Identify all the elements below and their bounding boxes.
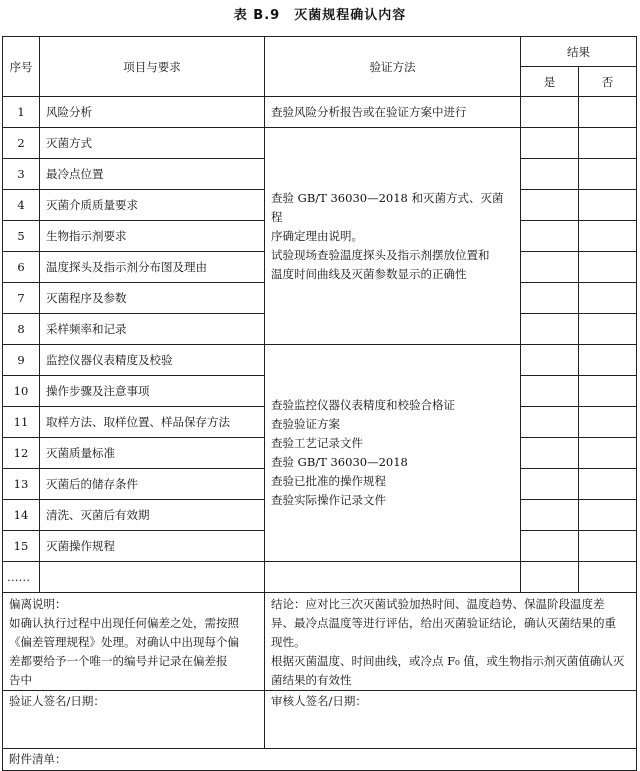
result-yes-cell: [521, 469, 579, 500]
header-result: 结果: [521, 37, 637, 67]
deviation-line: 差都要给予一个唯一的编号并记录在偏差报: [9, 654, 228, 668]
deviation-line: 偏离说明：: [9, 597, 67, 611]
header-no: 序号: [3, 37, 40, 97]
attachment-row: [3, 749, 637, 771]
header-no-result: 否: [579, 67, 637, 97]
conclusion-line: 根据灭菌温度、时间曲线，或冷点 F₀ 值，或生物指示剂灭菌值确认灭: [271, 654, 625, 668]
header-yes: 是: [521, 67, 579, 97]
row-item: 温度探头及指示剂分布图及理由: [40, 252, 265, 283]
deviation-line: 《偏差管理规程》处理。对确认中出现每个偏: [9, 635, 239, 649]
row-item: 灭菌操作规程: [40, 531, 265, 562]
method-empty-cell: [265, 562, 521, 593]
method-line: 查验验证方案: [271, 417, 340, 431]
result-yes-cell: [521, 252, 579, 283]
row-item: 操作步骤及注意事项: [40, 376, 265, 407]
result-no-cell: [579, 407, 637, 438]
result-no-cell: [579, 469, 637, 500]
result-no-cell: [579, 221, 637, 252]
reviewer-signature: 审核人签名/日期：: [265, 691, 637, 749]
table-row: [3, 345, 637, 376]
table-row: [3, 128, 637, 159]
conclusion-line: 结论：应对比三次灭菌试验加热时间、温度趋势、保温阶段温度差: [271, 597, 605, 611]
row-no: 11: [3, 407, 40, 438]
row-item: 灭菌介质质量要求: [40, 190, 265, 221]
conclusion-cell: [265, 593, 637, 691]
row-item: 采样频率和记录: [40, 314, 265, 345]
result-yes-cell: [521, 190, 579, 221]
row-item: 灭菌后的储存条件: [40, 469, 265, 500]
result-no-cell: [579, 314, 637, 345]
result-no-cell: [579, 97, 637, 128]
method-line: 查验监控仪器仪表精度和校验合格证: [271, 398, 455, 412]
result-no-cell: [579, 531, 637, 562]
result-yes-cell: [521, 407, 579, 438]
row-item: 清洗、灭菌后有效期: [40, 500, 265, 531]
result-no-cell: [579, 128, 637, 159]
row-no: 13: [3, 469, 40, 500]
table-title: 表 B.9 灭菌规程确认内容: [233, 8, 407, 23]
result-no-cell: [579, 283, 637, 314]
header-method: 验证方法: [265, 37, 521, 97]
method-risk: 查验风险分析报告或在验证方案中进行: [265, 97, 521, 128]
row-item: 监控仪器仪表精度及校验: [40, 345, 265, 376]
result-no-cell: [579, 376, 637, 407]
result-no-cell: [579, 345, 637, 376]
method-line: 查验工艺记录文件: [271, 436, 363, 450]
method-line: 查验 GB/T 36030—2018 和灭菌方式、灭菌程: [271, 190, 504, 224]
result-yes-cell: [521, 376, 579, 407]
row-no: 6: [3, 252, 40, 283]
result-yes-cell: [521, 345, 579, 376]
method-line: 查验 GB/T 36030—2018: [271, 455, 408, 469]
attachment-list: 附件清单：: [3, 749, 637, 771]
row-item: 灭菌质量标准: [40, 438, 265, 469]
method-line: 温度时间曲线及灭菌参数显示的正确性: [271, 266, 467, 281]
result-no-cell: [579, 562, 637, 593]
result-yes-cell: [521, 438, 579, 469]
deviation-line: 如确认执行过程中出现任何偏差之处，需按照: [9, 616, 239, 630]
row-no: 8: [3, 314, 40, 345]
result-no-cell: [579, 190, 637, 221]
row-item: 灭菌程序及参数: [40, 283, 265, 314]
row-item: 风险分析: [40, 97, 265, 128]
method-line: 查验实际操作记录文件: [271, 493, 386, 507]
row-no: 7: [3, 283, 40, 314]
result-yes-cell: [521, 562, 579, 593]
method-line: 试验现场查验温度探头及指示剂摆放位置和: [271, 247, 490, 262]
result-no-cell: [579, 159, 637, 190]
table-row: [3, 562, 637, 593]
verifier-signature: 验证人签名/日期：: [3, 691, 265, 749]
method-sterilization-group: [265, 128, 521, 345]
row-no: 9: [3, 345, 40, 376]
row-no: 3: [3, 159, 40, 190]
result-yes-cell: [521, 500, 579, 531]
row-item: 最冷点位置: [40, 159, 265, 190]
method-line: 序确定理由说明。: [271, 228, 363, 243]
row-no: 5: [3, 221, 40, 252]
row-no: 15: [3, 531, 40, 562]
row-no: 10: [3, 376, 40, 407]
row-no: 14: [3, 500, 40, 531]
result-no-cell: [579, 438, 637, 469]
result-yes-cell: [521, 221, 579, 252]
result-yes-cell: [521, 283, 579, 314]
method-instrument-group: [265, 345, 521, 562]
result-no-cell: [579, 252, 637, 283]
deviation-conclusion-row: [3, 593, 637, 691]
row-item: 生物指示剂要求: [40, 221, 265, 252]
result-yes-cell: [521, 97, 579, 128]
result-yes-cell: [521, 159, 579, 190]
result-yes-cell: [521, 314, 579, 345]
deviation-line: 告中: [9, 673, 32, 687]
row-no: 12: [3, 438, 40, 469]
row-no: 1: [3, 97, 40, 128]
conclusion-line: 菌结果的有效性: [271, 673, 352, 687]
method-line: 查验已批准的操作规程: [271, 474, 386, 488]
row-no: ……: [3, 562, 40, 593]
row-item: [40, 562, 265, 593]
header-item: 项目与要求: [40, 37, 265, 97]
row-no: 4: [3, 190, 40, 221]
deviation-cell: [3, 593, 265, 691]
row-item: 灭菌方式: [40, 128, 265, 159]
row-item: 取样方法、取样位置、样品保存方法: [40, 407, 265, 438]
conclusion-line: 现性。: [271, 635, 306, 649]
result-yes-cell: [521, 531, 579, 562]
result-no-cell: [579, 500, 637, 531]
table-row: [3, 97, 637, 128]
confirmation-table: [2, 36, 637, 771]
result-yes-cell: [521, 128, 579, 159]
conclusion-line: 异、最冷点温度等进行评估，给出灭菌验证结论，确认灭菌结果的重: [271, 616, 616, 630]
signature-row: [3, 691, 637, 749]
row-no: 2: [3, 128, 40, 159]
